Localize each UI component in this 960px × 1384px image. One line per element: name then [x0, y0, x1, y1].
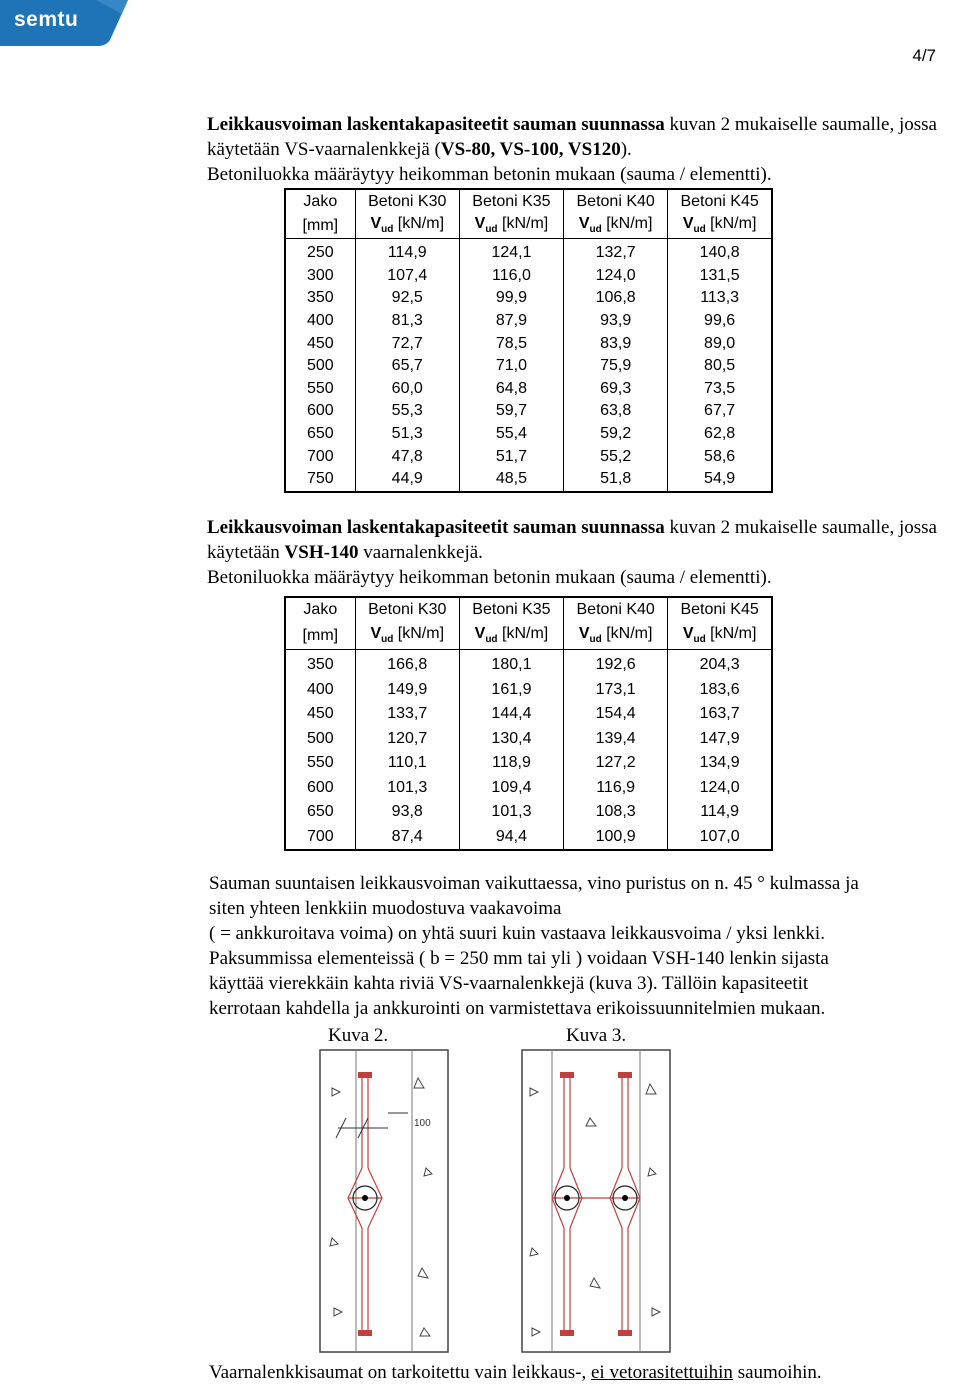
cell-value: 60,0: [355, 378, 459, 401]
cell-value: 73,5: [668, 378, 772, 401]
cell-value: 173,1: [564, 678, 668, 703]
table-row: [285, 468, 772, 492]
rebar-loop-right: [552, 1076, 640, 1333]
table-row: [285, 800, 772, 825]
cell-value: 107,0: [668, 825, 772, 851]
rebar-ends: [560, 1072, 632, 1336]
cell-value: 161,9: [459, 678, 563, 703]
cell-value: 67,7: [668, 400, 772, 423]
table-row: [285, 265, 772, 288]
unit-rest: [kN/m]: [705, 215, 757, 233]
table-row: [285, 751, 772, 776]
cell-value: 87,4: [355, 825, 459, 851]
cell-value: 99,6: [668, 310, 772, 333]
anchor-dot: [622, 1195, 628, 1201]
cell-jako: 450: [285, 332, 355, 355]
anchor-dot: [362, 1195, 368, 1201]
table-row: [285, 727, 772, 752]
section1-text: [207, 112, 947, 187]
cell-value: 106,8: [564, 287, 668, 310]
section2-line2: Betoniluokka määräytyy heikomman betonin mukaan (sauma / elementti).: [207, 567, 772, 588]
cell-value: 62,8: [668, 423, 772, 446]
cell-jako: 500: [285, 355, 355, 378]
table-row: [285, 355, 772, 378]
cell-value: 48,5: [459, 468, 563, 492]
cell-jako: 550: [285, 378, 355, 401]
capacity-table-vs: [284, 188, 773, 493]
unit-vud: [564, 622, 668, 650]
cell-value: 180,1: [459, 650, 563, 678]
section1-line2: Betoniluokka määräytyy heikomman betonin mukaan (sauma / elementti).: [207, 164, 772, 185]
table-row: [285, 825, 772, 851]
units-row: [285, 622, 772, 650]
cell-value: 134,9: [668, 751, 772, 776]
unit-rest: [kN/m]: [497, 625, 549, 643]
cell-value: 133,7: [355, 702, 459, 727]
cell-value: 100,9: [564, 825, 668, 851]
cell-jako: 650: [285, 800, 355, 825]
cell-value: 55,3: [355, 400, 459, 423]
unit-v: V: [578, 625, 590, 643]
cell-jako: 550: [285, 751, 355, 776]
figure3-label: Kuva 3.: [566, 1025, 627, 1046]
cell-value: 116,0: [459, 265, 563, 288]
cell-jako: 600: [285, 776, 355, 801]
cell-value: 149,9: [355, 678, 459, 703]
aggregate-marks: [330, 1078, 432, 1336]
cell-value: 87,9: [459, 310, 563, 333]
rebar-ends: [358, 1072, 372, 1336]
unit-sub: ud: [485, 224, 498, 236]
cell-value: 147,9: [668, 727, 772, 752]
section1-bold-types: VS-80, VS-100, VS120: [440, 139, 621, 160]
unit-rest: [kN/m]: [601, 625, 653, 643]
unit-vud: [668, 213, 772, 239]
cell-jako: 450: [285, 702, 355, 727]
cell-value: 72,7: [355, 332, 459, 355]
section3-line: siten yhteen lenkkiin muodostuva vaakavoima: [209, 898, 562, 919]
unit-vud: [564, 213, 668, 239]
unit-v: V: [682, 625, 694, 643]
cell-jako: 350: [285, 287, 355, 310]
cell-value: 51,8: [564, 468, 668, 492]
cell-jako: 250: [285, 239, 355, 265]
cell-value: 58,6: [668, 445, 772, 468]
unit-v: V: [474, 625, 486, 643]
table-row: [285, 239, 772, 265]
cell-value: 140,8: [668, 239, 772, 265]
section1-line1: [207, 112, 947, 162]
cell-value: 192,6: [564, 650, 668, 678]
cell-value: 109,4: [459, 776, 563, 801]
cell-value: 81,3: [355, 310, 459, 333]
cell-value: 124,0: [668, 776, 772, 801]
cell-value: 183,6: [668, 678, 772, 703]
section2-line1: [207, 515, 947, 565]
cell-value: 127,2: [564, 751, 668, 776]
cell-value: 110,1: [355, 751, 459, 776]
cell-value: 114,9: [355, 239, 459, 265]
unit-vud: [668, 622, 772, 650]
company-logo: [0, 0, 128, 46]
section3-text: [209, 871, 949, 1021]
cell-value: 59,7: [459, 400, 563, 423]
logo-text: semtu: [14, 8, 79, 31]
figure2-drawing: [318, 1048, 458, 1354]
unit-vud: [355, 622, 459, 650]
unit-vud: [355, 213, 459, 239]
cell-value: 94,4: [459, 825, 563, 851]
table-row: [285, 776, 772, 801]
figure3-outline: [522, 1050, 670, 1352]
header-k40: Betoni K40: [564, 189, 668, 213]
table-row: [285, 332, 772, 355]
unit-sub: ud: [381, 634, 394, 646]
cell-value: 55,4: [459, 423, 563, 446]
cell-value: 114,9: [668, 800, 772, 825]
cell-value: 116,9: [564, 776, 668, 801]
section3-line: Sauman suuntaisen leikkausvoiman vaikuttaessa, vino puristus on n. 45 ° kulmassa ja: [209, 873, 859, 894]
figure2-label: Kuva 2.: [328, 1025, 389, 1046]
cell-value: 78,5: [459, 332, 563, 355]
cell-value: 108,3: [564, 800, 668, 825]
unit-sub: ud: [589, 634, 602, 646]
rebar-loop: [348, 1076, 382, 1333]
cell-jako: 750: [285, 468, 355, 492]
cell-value: 89,0: [668, 332, 772, 355]
cell-value: 131,5: [668, 265, 772, 288]
section2-text-end: vaarnalenkkejä.: [358, 542, 483, 563]
unit-v: V: [370, 625, 382, 643]
dimension-label: 100: [414, 1118, 431, 1129]
cell-value: 55,2: [564, 445, 668, 468]
table-row: [285, 702, 772, 727]
footer-note: [209, 1362, 822, 1384]
cell-value: 92,5: [355, 287, 459, 310]
table-row: [285, 678, 772, 703]
cell-jako: 400: [285, 310, 355, 333]
cell-value: 107,4: [355, 265, 459, 288]
header-k30: Betoni K30: [355, 189, 459, 213]
table-row: [285, 445, 772, 468]
cell-value: 154,4: [564, 702, 668, 727]
unit-rest: [kN/m]: [705, 625, 757, 643]
unit-mm: [mm]: [285, 622, 355, 650]
cell-value: 47,8: [355, 445, 459, 468]
footer-underlined: ei vetorasitettuihin: [591, 1362, 733, 1383]
unit-rest: [kN/m]: [393, 215, 445, 233]
section1-text-end: ).: [620, 139, 632, 160]
table-row: [285, 287, 772, 310]
section3-line: kerrotaan kahdella ja ankkurointi on varmistettava erikoissuunnitelmien mukaan.: [209, 998, 826, 1019]
figure2-outline: [320, 1050, 448, 1352]
cell-value: 51,3: [355, 423, 459, 446]
header-k35: Betoni K35: [459, 189, 563, 213]
units-row: [285, 213, 772, 239]
cell-value: 118,9: [459, 751, 563, 776]
header-k40: Betoni K40: [564, 597, 668, 622]
cell-value: 75,9: [564, 355, 668, 378]
unit-v: V: [682, 215, 694, 233]
unit-rest: [kN/m]: [497, 215, 549, 233]
dimension-marks: [336, 1113, 408, 1138]
section2-bold-intro: Leikkausvoiman laskentakapasiteetit sauman suunnassa: [207, 517, 665, 538]
cell-jako: 600: [285, 400, 355, 423]
cell-value: 124,0: [564, 265, 668, 288]
unit-vud: [459, 213, 563, 239]
cell-value: 51,7: [459, 445, 563, 468]
cell-value: 65,7: [355, 355, 459, 378]
unit-vud: [459, 622, 563, 650]
figure3-drawing: [520, 1048, 676, 1354]
header-jako: Jako: [285, 597, 355, 622]
cell-value: 120,7: [355, 727, 459, 752]
cell-value: 101,3: [355, 776, 459, 801]
table-row: [285, 423, 772, 446]
unit-sub: ud: [693, 224, 706, 236]
cell-value: 139,4: [564, 727, 668, 752]
cell-value: 44,9: [355, 468, 459, 492]
table-row: [285, 310, 772, 333]
header-k45: Betoni K45: [668, 189, 772, 213]
cell-value: 163,7: [668, 702, 772, 727]
cell-jako: 350: [285, 650, 355, 678]
section2-bold-type: VSH-140: [284, 542, 359, 563]
cell-value: 71,0: [459, 355, 563, 378]
cell-value: 83,9: [564, 332, 668, 355]
cell-value: 124,1: [459, 239, 563, 265]
cell-jako: 700: [285, 445, 355, 468]
cell-value: 99,9: [459, 287, 563, 310]
cell-value: 93,8: [355, 800, 459, 825]
table-row: [285, 650, 772, 678]
cell-value: 80,5: [668, 355, 772, 378]
unit-v: V: [578, 215, 590, 233]
anchor-dot: [564, 1195, 570, 1201]
unit-rest: [kN/m]: [601, 215, 653, 233]
section2-text: [207, 515, 947, 590]
page-number: 4/7: [912, 46, 936, 65]
table-row: [285, 400, 772, 423]
unit-v: V: [474, 215, 486, 233]
cell-jako: 400: [285, 678, 355, 703]
cell-value: 101,3: [459, 800, 563, 825]
cell-value: 166,8: [355, 650, 459, 678]
cell-jako: 500: [285, 727, 355, 752]
unit-sub: ud: [693, 634, 706, 646]
header-k35: Betoni K35: [459, 597, 563, 622]
footer-text-end: saumoihin.: [732, 1362, 822, 1383]
unit-mm: [mm]: [285, 213, 355, 239]
cell-jako: 700: [285, 825, 355, 851]
cell-value: 69,3: [564, 378, 668, 401]
cell-value: 59,2: [564, 423, 668, 446]
header-k30: Betoni K30: [355, 597, 459, 622]
cell-value: 132,7: [564, 239, 668, 265]
cell-value: 144,4: [459, 702, 563, 727]
table-row: [285, 378, 772, 401]
cell-value: 93,9: [564, 310, 668, 333]
section1-text-after: kuvan 2 mukaiselle saumalle, jossa käytetään VS-vaarnalenkkejä (: [207, 114, 937, 160]
cell-value: 113,3: [668, 287, 772, 310]
cell-value: 54,9: [668, 468, 772, 492]
header-jako: Jako: [285, 189, 355, 213]
cell-jako: 300: [285, 265, 355, 288]
cell-value: 204,3: [668, 650, 772, 678]
unit-sub: ud: [589, 224, 602, 236]
capacity-table-vsh: [284, 596, 773, 851]
footer-text-start: Vaarnalenkkisaumat on tarkoitettu vain leikkaus-,: [209, 1362, 591, 1383]
unit-sub: ud: [381, 224, 394, 236]
header-k45: Betoni K45: [668, 597, 772, 622]
cell-value: 63,8: [564, 400, 668, 423]
section1-bold-intro: Leikkausvoiman laskentakapasiteetit sauman suunnassa: [207, 114, 665, 135]
unit-v: V: [370, 215, 382, 233]
unit-rest: [kN/m]: [393, 625, 445, 643]
section2-text-after: kuvan 2 mukaiselle saumalle, jossa käytetään: [207, 517, 937, 563]
cell-jako: 650: [285, 423, 355, 446]
cell-value: 64,8: [459, 378, 563, 401]
cell-value: 130,4: [459, 727, 563, 752]
section3-line: ( = ankkuroitava voima) on yhtä suuri kuin vastaava leikkausvoima / yksi lenkki.: [209, 923, 825, 944]
section3-line: Paksummissa elementeissä ( b = 250 mm tai yli ) voidaan VSH-140 lenkin sijasta: [209, 948, 829, 969]
unit-sub: ud: [485, 634, 498, 646]
section3-line: käyttää vierekkäin kahta riviä VS-vaarnalenkkejä (kuva 3). Tällöin kapasiteetit: [209, 973, 809, 994]
